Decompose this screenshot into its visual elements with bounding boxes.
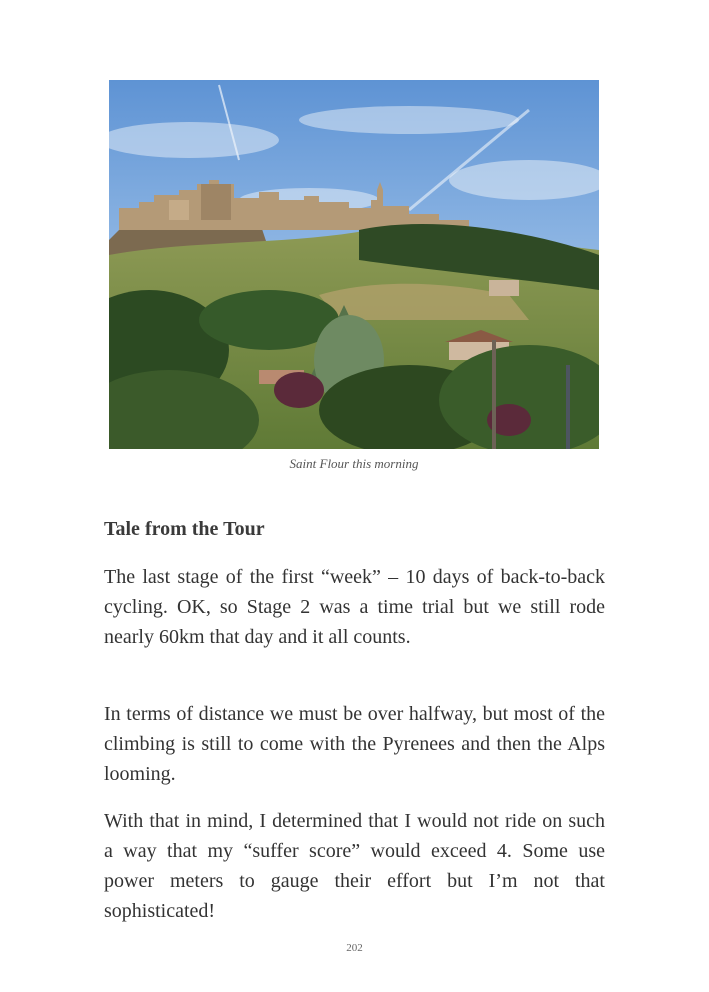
section-heading: Tale from the Tour	[104, 518, 265, 540]
saint-flour-photo	[109, 80, 599, 449]
landscape-image	[109, 80, 599, 449]
body-paragraph: With that in mind, I determined that I would not ride on such a way that my “suffer score” would exceed 4. Some use power meters to gauge their effort but I’m not that sophisticated!	[104, 810, 605, 922]
photo-caption: Saint Flour this morning	[289, 456, 419, 471]
body-paragraph: The last stage of the first “week” – 10 days of back-to-back cycling. OK, so Stage 2 was a time trial but we still rode nearly 60km that day and it all counts.	[104, 566, 605, 648]
body-paragraph: In terms of distance we must be over halfway, but most of the climbing is still to come with the Pyrenees and then the Alps looming.	[104, 703, 605, 785]
page-number: 202	[346, 942, 363, 954]
